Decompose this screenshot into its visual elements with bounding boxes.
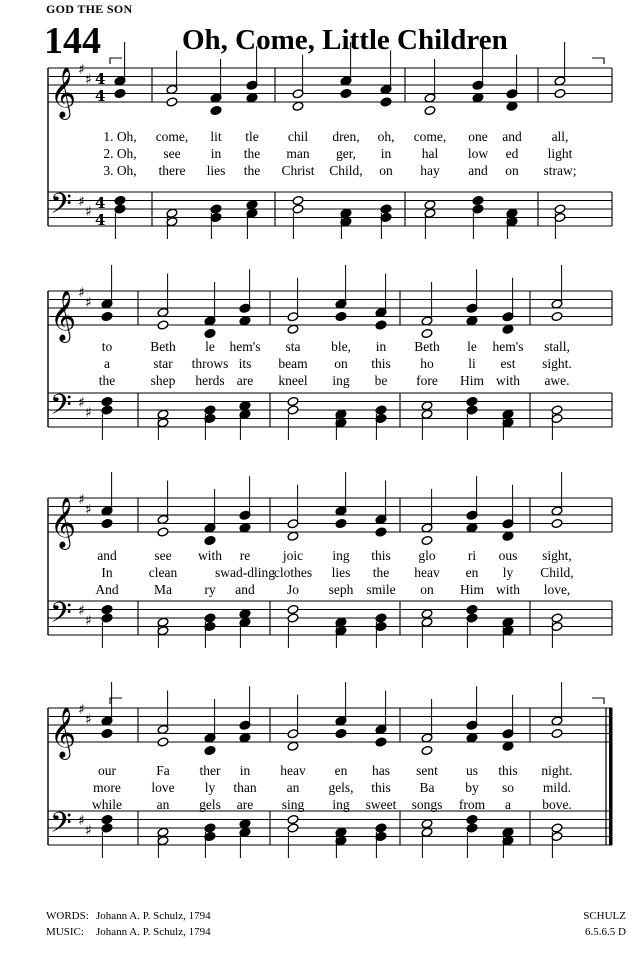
sharp-icon: ♯ — [78, 702, 85, 718]
lyric-syllable: a — [505, 797, 511, 812]
lyric-syllable: 3. Oh, — [103, 163, 137, 178]
bracket — [110, 58, 122, 64]
lyric-syllable: sing — [281, 797, 305, 812]
lyric-syllable: Beth — [150, 339, 176, 354]
treble-clef: 𝄞 — [50, 290, 77, 341]
lyric-syllable: come, — [413, 129, 447, 144]
lyric-syllable: Child, — [329, 163, 363, 178]
note-head — [101, 728, 113, 738]
note-head — [239, 609, 251, 619]
lyric-syllable: love, — [543, 582, 571, 597]
words-label: WORDS: — [46, 910, 89, 922]
note-head — [101, 518, 113, 528]
lyric-syllable: and — [235, 582, 255, 597]
note-head — [424, 105, 436, 115]
lyric-syllable: so — [501, 780, 515, 795]
lyric-syllable: light — [547, 146, 573, 161]
note-head — [424, 200, 436, 210]
lyric-syllable: chil — [287, 129, 309, 144]
note-head — [239, 819, 251, 829]
note-head — [421, 401, 433, 411]
lyric-syllable: this — [371, 780, 391, 795]
lyric-syllable: to — [101, 339, 113, 354]
note-head — [380, 204, 392, 214]
lyric-syllable: this — [498, 763, 518, 778]
lyric-syllable: beam — [278, 356, 308, 371]
sharp-icon: ♯ — [78, 492, 85, 508]
note-head — [375, 405, 387, 415]
note-head — [551, 518, 563, 528]
lyric-syllable: kneel — [278, 373, 308, 388]
lyric-syllable: and — [97, 548, 117, 563]
note-head — [101, 814, 113, 824]
lyric-syllable: see — [163, 146, 181, 161]
note-head — [502, 531, 514, 541]
lyric-syllable: night. — [541, 763, 573, 778]
treble-clef: 𝄞 — [50, 67, 77, 118]
time-signature: 4 — [95, 211, 106, 229]
lyric-syllable: Him — [459, 582, 485, 597]
lyric-syllable: en — [334, 763, 348, 778]
note-head — [287, 823, 299, 833]
lyric-syllable: more — [93, 780, 121, 795]
note-head — [114, 88, 126, 98]
music-credit — [46, 926, 211, 938]
note-head — [239, 523, 251, 533]
sharp-icon: ♯ — [78, 194, 85, 210]
sharp-icon: ♯ — [85, 72, 92, 88]
lyric-syllable: lit — [210, 129, 222, 144]
lyric-syllable: 1. Oh, — [103, 129, 137, 144]
bracket — [592, 58, 604, 64]
note-head — [287, 604, 299, 614]
note-head — [101, 613, 113, 623]
lyric-syllable: en — [465, 565, 479, 580]
lyric-syllable: with — [495, 582, 521, 597]
note-head — [287, 741, 299, 751]
section-label: GOD THE SON — [46, 2, 133, 16]
note-head — [335, 311, 347, 321]
lyric-syllable: and — [468, 163, 488, 178]
note-head — [502, 741, 514, 751]
lyric-syllable: And — [95, 582, 119, 597]
lyric-syllable: tle — [245, 129, 259, 144]
lyric-syllable: Jo — [286, 582, 300, 597]
bracket — [592, 698, 604, 704]
lyric-syllable: gels, — [328, 780, 354, 795]
note-head — [101, 396, 113, 406]
hymn-number: 144 — [44, 20, 101, 62]
lyric-syllable: seph — [328, 582, 354, 597]
note-head — [292, 204, 304, 214]
lyric-syllable: Ba — [419, 780, 435, 795]
lyric-syllable: oh, — [377, 129, 395, 144]
lyric-syllable: lies — [331, 565, 351, 580]
treble-clef: 𝄞 — [50, 497, 77, 548]
tune-name: SCHULZ — [583, 910, 626, 922]
lyric-syllable: in — [239, 763, 251, 778]
note-head — [554, 204, 566, 214]
note-head — [421, 328, 433, 338]
lyric-syllable: joic — [282, 548, 304, 563]
time-signature: 4 — [95, 70, 106, 88]
lyric-syllable: songs — [411, 797, 443, 812]
lyric-syllable: stall, — [544, 339, 570, 354]
lyric-syllable: while — [92, 797, 122, 812]
lyric-syllable: sight, — [542, 548, 572, 563]
lyric-syllable: the — [98, 373, 116, 388]
bass-clef: 𝄢 — [50, 187, 72, 228]
lyric-syllable: awe. — [544, 373, 570, 388]
lyric-syllable: in — [375, 339, 387, 354]
note-head — [551, 311, 563, 321]
note-head — [506, 101, 518, 111]
sharp-icon: ♯ — [85, 204, 92, 220]
lyric-syllable: one — [468, 129, 488, 144]
lyric-syllable: heav — [280, 763, 306, 778]
lyric-syllable: this — [371, 548, 391, 563]
lyric-syllable: bove. — [542, 797, 572, 812]
note-head — [157, 320, 169, 330]
time-signature: 4 — [95, 87, 106, 105]
note-head — [551, 405, 563, 415]
lyric-syllable: gels — [199, 797, 221, 812]
sharp-icon: ♯ — [78, 62, 85, 78]
note-head — [101, 405, 113, 415]
sharp-icon: ♯ — [85, 712, 92, 728]
note-head — [114, 195, 126, 205]
note-head — [204, 328, 216, 338]
note-head — [114, 204, 126, 214]
note-head — [204, 535, 216, 545]
note-head — [210, 204, 222, 214]
sharp-icon: ♯ — [78, 285, 85, 301]
final-barline — [609, 708, 613, 845]
note-head — [204, 745, 216, 755]
note-head — [551, 823, 563, 833]
lyric-syllable: glo — [418, 548, 436, 563]
lyric-syllable: low — [467, 146, 489, 161]
note-head — [335, 518, 347, 528]
note-head — [204, 823, 216, 833]
note-head — [466, 396, 478, 406]
note-head — [421, 535, 433, 545]
time-signature: 4 — [95, 194, 106, 212]
lyric-syllable: an — [156, 797, 170, 812]
lyric-syllable: heav — [414, 565, 440, 580]
note-head — [375, 320, 387, 330]
lyric-syllable: us — [465, 763, 479, 778]
lyric-syllable: sent — [416, 763, 438, 778]
lyric-syllable: on — [379, 163, 393, 178]
note-head — [466, 523, 478, 533]
note-head — [287, 396, 299, 406]
note-head — [421, 745, 433, 755]
treble-clef: 𝄞 — [50, 707, 77, 758]
lyric-syllable: ing — [332, 797, 350, 812]
words-author: Johann A. P. Schulz, 1794 — [96, 910, 211, 922]
music-label: MUSIC: — [46, 926, 84, 938]
note-head — [204, 613, 216, 623]
note-head — [466, 733, 478, 743]
meter: 6.5.6.5 D — [585, 926, 626, 938]
lyric-syllable: straw; — [543, 163, 577, 178]
sharp-icon: ♯ — [85, 502, 92, 518]
bass-clef: 𝄢 — [50, 388, 72, 429]
note-head — [210, 105, 222, 115]
note-head — [246, 200, 258, 210]
sharp-icon: ♯ — [85, 613, 92, 629]
note-head — [287, 613, 299, 623]
note-head — [375, 613, 387, 623]
note-head — [239, 401, 251, 411]
lyric-syllable: hal — [421, 146, 439, 161]
note-head — [375, 527, 387, 537]
lyric-syllable: ger, — [335, 146, 357, 161]
note-head — [239, 733, 251, 743]
note-head — [287, 405, 299, 415]
lyric-syllable: Child, — [540, 565, 574, 580]
lyric-syllable: ous — [498, 548, 518, 563]
note-head — [239, 316, 251, 326]
lyric-syllable: sweet — [365, 797, 397, 812]
note-head — [466, 613, 478, 623]
lyric-syllable: with — [495, 373, 521, 388]
lyric-syllable: herds — [195, 373, 225, 388]
lyric-syllable: in — [380, 146, 392, 161]
lyric-syllable: sight. — [542, 356, 572, 371]
note-head — [466, 604, 478, 614]
lyric-syllable: hem's — [229, 339, 261, 354]
lyric-syllable: ry — [204, 582, 216, 597]
lyric-syllable: this — [371, 356, 391, 371]
note-head — [554, 88, 566, 98]
note-head — [375, 737, 387, 747]
lyric-syllable: star — [153, 356, 173, 371]
lyric-syllable: li — [468, 356, 476, 371]
note-head — [292, 195, 304, 205]
lyric-syllable: than — [233, 780, 257, 795]
note-head — [246, 93, 258, 103]
lyric-syllable: are — [236, 797, 254, 812]
lyric-syllable: our — [98, 763, 116, 778]
lyric-syllable: in — [210, 146, 222, 161]
lyric-syllable: hem's — [492, 339, 524, 354]
lyric-syllable: a — [104, 356, 110, 371]
lyric-syllable: ed — [505, 146, 519, 161]
lyric-syllable: clothes — [273, 565, 313, 580]
lyric-syllable: are — [236, 373, 254, 388]
lyric-syllable: sta — [285, 339, 301, 354]
lyric-syllable: by — [465, 780, 479, 795]
lyric-syllable: on — [420, 582, 434, 597]
sharp-icon: ♯ — [85, 823, 92, 839]
sharp-icon: ♯ — [78, 395, 85, 411]
music-author: Johann A. P. Schulz, 1794 — [96, 926, 211, 938]
lyric-syllable: le — [205, 339, 215, 354]
lyric-syllable: from — [458, 797, 486, 812]
lyric-syllable: lies — [206, 163, 226, 178]
lyric-syllable: In — [101, 565, 113, 580]
lyric-syllable: on — [505, 163, 519, 178]
lyric-syllable: ri — [467, 548, 477, 563]
sharp-icon: ♯ — [85, 405, 92, 421]
lyric-syllable: man — [286, 146, 310, 161]
lyric-syllable: throws — [191, 356, 229, 371]
note-head — [551, 613, 563, 623]
note-head — [287, 814, 299, 824]
lyric-syllable: see — [154, 548, 172, 563]
note-head — [502, 324, 514, 334]
note-head — [101, 823, 113, 833]
lyric-syllable: smile — [366, 582, 396, 597]
note-head — [466, 405, 478, 415]
lyric-syllable: love — [151, 780, 175, 795]
note-head — [287, 531, 299, 541]
note-head — [166, 97, 178, 107]
lyric-syllable: clean — [148, 565, 178, 580]
note-head — [375, 823, 387, 833]
lyric-syllable: on — [334, 356, 348, 371]
note-head — [551, 728, 563, 738]
lyric-syllable: ing — [332, 373, 350, 388]
lyric-syllable: Ma — [154, 582, 172, 597]
note-head — [421, 609, 433, 619]
note-head — [466, 316, 478, 326]
lyric-syllable: le — [467, 339, 477, 354]
note-head — [101, 311, 113, 321]
note-head — [472, 204, 484, 214]
lyric-syllable: dren, — [332, 129, 360, 144]
lyric-syllable: Fa — [156, 763, 170, 778]
lyric-syllable: an — [286, 780, 300, 795]
note-head — [421, 819, 433, 829]
lyric-syllable: ly — [204, 780, 216, 795]
note-head — [335, 728, 347, 738]
lyric-syllable: ther — [199, 763, 221, 778]
note-head — [340, 88, 352, 98]
note-head — [466, 823, 478, 833]
lyric-syllable: come, — [155, 129, 189, 144]
lyric-syllable: the — [243, 146, 261, 161]
note-head — [380, 97, 392, 107]
lyric-syllable: and — [502, 129, 522, 144]
bass-clef: 𝄢 — [50, 806, 72, 847]
lyric-syllable: swad-dling — [215, 565, 275, 580]
note-head — [287, 324, 299, 334]
lyric-syllable: fore — [416, 373, 438, 388]
lyric-syllable: ing — [332, 548, 350, 563]
lyric-syllable: ble, — [331, 339, 351, 354]
sharp-icon: ♯ — [85, 295, 92, 311]
sharp-icon: ♯ — [78, 813, 85, 829]
lyric-syllable: there — [158, 163, 186, 178]
lyric-syllable: Him — [459, 373, 485, 388]
lyric-syllable: has — [372, 763, 390, 778]
note-head — [472, 195, 484, 205]
lyric-syllable: the — [243, 163, 261, 178]
lyric-syllable: be — [374, 373, 388, 388]
hymn-title: Oh, Come, Little Children — [182, 24, 508, 56]
note-head — [204, 405, 216, 415]
lyric-syllable: its — [238, 356, 252, 371]
lyric-syllable: mild. — [542, 780, 572, 795]
lyric-syllable: re — [239, 548, 251, 563]
words-credit — [46, 910, 211, 922]
lyric-syllable: Christ — [281, 163, 315, 178]
sharp-icon: ♯ — [78, 603, 85, 619]
lyric-syllable: Beth — [414, 339, 440, 354]
lyric-syllable: ly — [502, 565, 514, 580]
lyric-syllable: ho — [420, 356, 434, 371]
note-head — [292, 101, 304, 111]
lyric-syllable: the — [372, 565, 390, 580]
note-head — [466, 814, 478, 824]
lyric-syllable: with — [197, 548, 223, 563]
lyric-syllable: shep — [150, 373, 176, 388]
lyric-syllable: 2. Oh, — [103, 146, 137, 161]
note-head — [472, 93, 484, 103]
lyric-syllable: hay — [420, 163, 440, 178]
note-head — [157, 737, 169, 747]
note-head — [101, 604, 113, 614]
lyric-syllable: all, — [551, 129, 569, 144]
note-head — [157, 527, 169, 537]
bass-clef: 𝄢 — [50, 596, 72, 637]
lyric-syllable: est — [500, 356, 516, 371]
